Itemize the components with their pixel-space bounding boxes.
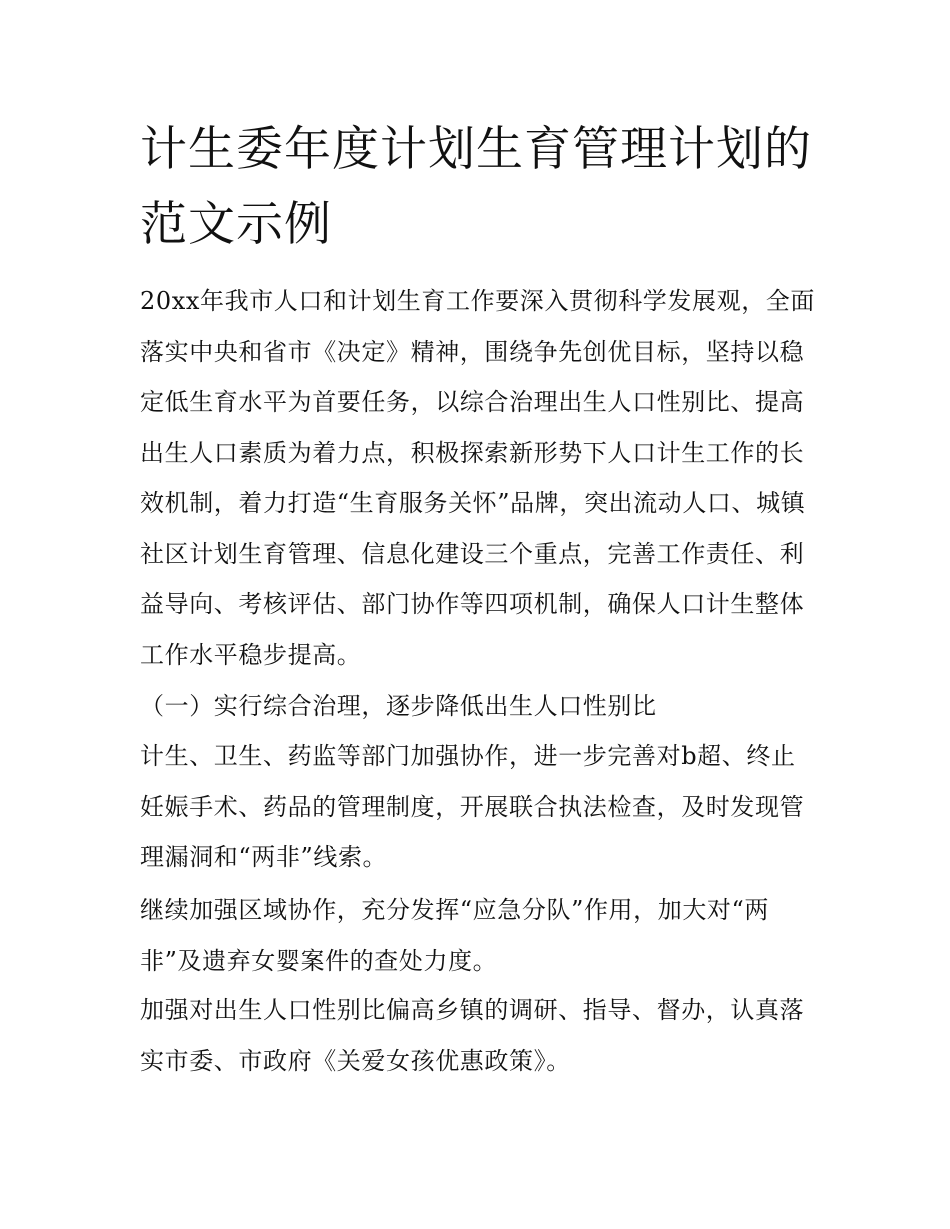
body-paragraph: 加强对出生人口性别比偏高乡镇的调研、指导、督办，认真落实市委、市政府《关爱女孩优惠政策》。	[140, 996, 805, 1075]
body-paragraph: 计生、卫生、药监等部门加强协作，进一步完善对b超、终止妊娠手术、药品的管理制度，开展联合执法检查，及时发现管理漏洞和“两非”线索。	[140, 742, 805, 871]
body-paragraph: 继续加强区域协作，充分发挥“应急分队”作用，加大对“两非”及遗弃女婴案件的查处力度。	[140, 896, 770, 975]
section-heading: （一）实行综合治理，逐步降低出生人口性别比	[140, 692, 657, 720]
intro-paragraph: 20xx年我市人口和计划生育工作要深入贯彻科学发展观，全面落实中央和省市《决定》精神，围绕争先创优目标，坚持以稳定低生育水平为首要任务，以综合治理出生人口性别比、提高出生人口素质为着力点，积极探索新形势下人口计生工作的长效机制，着力打造“生育服务关怀”品牌，突出流动人口、城镇社区计划生育管理、信息化建设三个重点，完善工作责任、利益导向、考核评估、部门协作等四项机制，确保人口计生整体工作水平稳步提高。	[140, 287, 816, 669]
document-title: 计生委年度计划生育管理计划的范文示例	[140, 122, 812, 252]
